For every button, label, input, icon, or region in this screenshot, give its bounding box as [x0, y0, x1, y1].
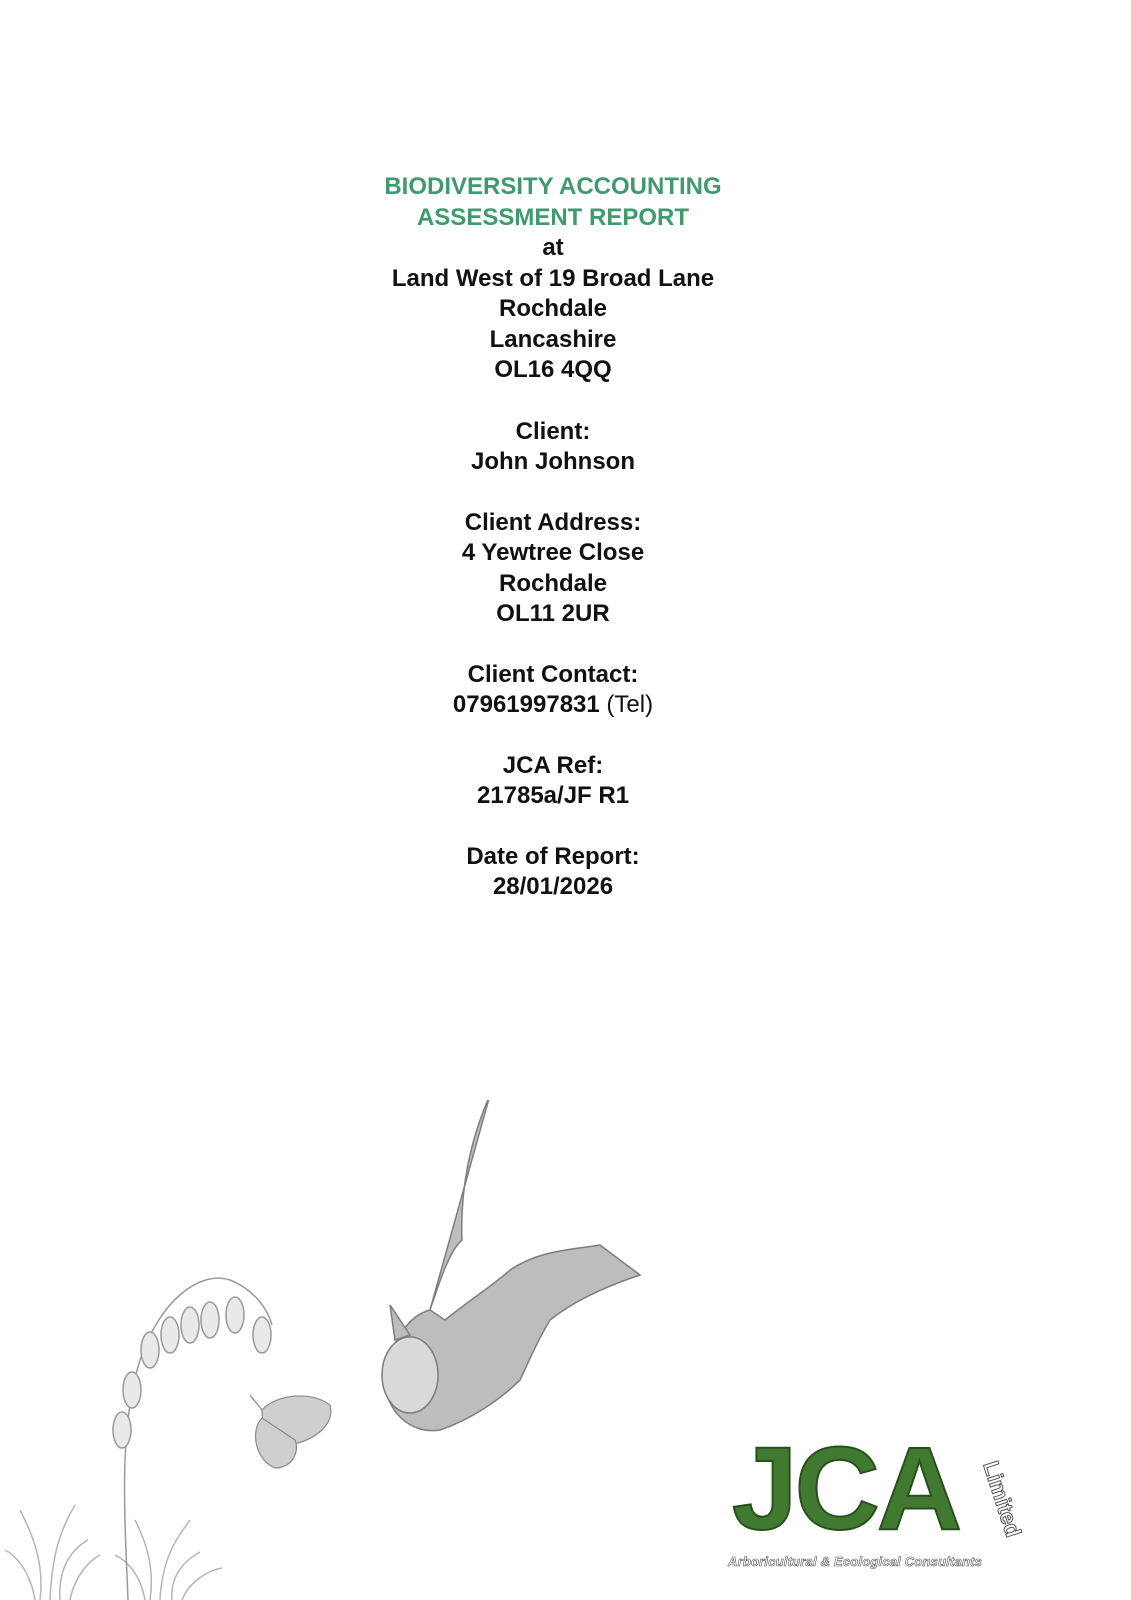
jca-ref-value: 21785a/JF R1	[476, 782, 630, 809]
logo-tagline: Arboricultural & Ecological Consultants	[728, 1554, 983, 1569]
jca-ref-label: JCA Ref:	[502, 751, 604, 779]
logo-letters: JCA	[732, 1423, 960, 1555]
client-address-line-1: 4 Yewtree Close	[461, 539, 645, 566]
spacer	[0, 812, 1106, 842]
client-contact-label: Client Contact:	[467, 660, 639, 688]
report-date-label: Date of Report:	[466, 842, 640, 870]
site-address-line-1: Land West of 19 Broad Lane	[391, 264, 715, 292]
client-contact-line	[0, 690, 1106, 721]
cover-page-text	[0, 172, 1106, 903]
location-prefix: at	[542, 234, 564, 261]
client-label: Client:	[515, 417, 591, 445]
report-title-line-2: ASSESSMENT REPORT	[416, 203, 690, 231]
jca-logo	[728, 1423, 1072, 1580]
client-phone: 07961997831	[452, 691, 600, 718]
bat-icon	[382, 1100, 640, 1431]
report-date-value: 28/01/2026	[492, 873, 614, 900]
report-title-line-1: BIODIVERSITY ACCOUNTING	[384, 173, 722, 200]
spacer	[0, 386, 1106, 417]
client-phone-suffix: (Tel)	[606, 691, 654, 718]
site-address-line-2: Rochdale	[498, 295, 608, 322]
spacer	[0, 721, 1106, 751]
bluebell-icon	[113, 1278, 272, 1600]
client-address-label: Client Address:	[464, 508, 642, 536]
logo-limited: Limited	[978, 1458, 1027, 1541]
site-address-line-3: Lancashire	[489, 325, 617, 353]
client-name: John Johnson	[471, 448, 635, 475]
wildlife-illustration	[0, 1100, 700, 1600]
grass-clumps	[5, 1505, 222, 1600]
client-address-line-2: Rochdale	[498, 569, 608, 597]
spacer	[0, 478, 1106, 508]
spacer	[0, 630, 1106, 660]
site-postcode: OL16 4QQ	[494, 356, 612, 383]
butterfly-icon	[250, 1395, 331, 1468]
client-address-postcode: OL11 2UR	[496, 600, 610, 627]
